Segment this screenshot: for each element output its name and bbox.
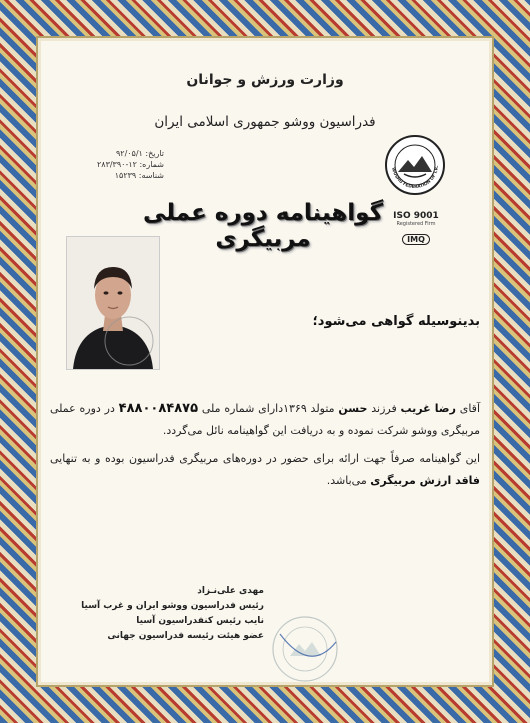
iso-registered: Registered Firm	[396, 221, 436, 227]
holder-photo	[66, 236, 160, 370]
paragraph-2	[50, 448, 480, 492]
number-line: شماره: ۱۲-۲۸۳/۳۹۰	[96, 160, 164, 169]
federation-logo	[384, 134, 446, 196]
iso-label: ISO 9001	[393, 211, 439, 221]
portrait-image	[67, 237, 159, 369]
paragraph-1	[50, 398, 480, 442]
title-word: آقای	[459, 402, 480, 415]
child-of: فرزند	[371, 402, 397, 415]
signature-block	[81, 584, 264, 644]
ministry-title: وزارت ورزش و جوانان	[186, 72, 344, 88]
logo-ring-text: WUSHU FEDERATION OF I.R.	[390, 165, 441, 191]
official-stamp	[270, 614, 340, 684]
father-name: حسن	[338, 402, 368, 415]
signer-role-2: نایب رئیس کنفدراسیون آسیا	[136, 616, 264, 626]
certificate-title: گواهینامه دوره عملی مربیگری	[143, 200, 383, 252]
date-line: تاریخ: ۹۲/۰۵/۱	[115, 149, 164, 158]
course-line: در دوره عملی مربیگری ووشو شرکت نموده و به دریافت این گواهینامه نائل می‌گردد.	[50, 402, 480, 437]
federation-title: فدراسیون ووشو جمهوری اسلامی ایران	[154, 114, 376, 130]
signer-role-1: رئیس فدراسیون ووشو ایران و غرب آسیا	[81, 601, 264, 611]
validity-end: می‌باشد.	[326, 474, 367, 487]
certification-heading: بدینوسیله گواهی می‌شود؛	[312, 314, 480, 329]
certificate-inner	[36, 36, 494, 687]
iso-badge	[386, 211, 446, 246]
birth-line: متولد ۱۳۶۹دارای شماره ملی	[201, 402, 335, 415]
id-line: شناسه: ۱۵۲۳۹	[114, 171, 164, 180]
signer-role-3: عضو هیئت رئیسه فدراسیون جهانی	[107, 631, 264, 641]
signer-name: مهدی علی‌نـزاد	[197, 586, 264, 596]
validity-line: این گواهینامه صرفاً جهت ارائه برای حضور در دوره‌های مربیگری فدراسیون بوده و به تنهایی	[50, 452, 480, 465]
certificate-body	[50, 398, 480, 498]
imq-logo: IMQ	[402, 234, 430, 245]
holder-name: رضا غریب	[400, 402, 456, 415]
validity-emphasis: فاقد ارزش مربیگری	[370, 474, 480, 487]
national-id: ۴۸۸۰۰۸۴۸۷۵	[118, 401, 199, 416]
document-meta	[64, 148, 164, 181]
